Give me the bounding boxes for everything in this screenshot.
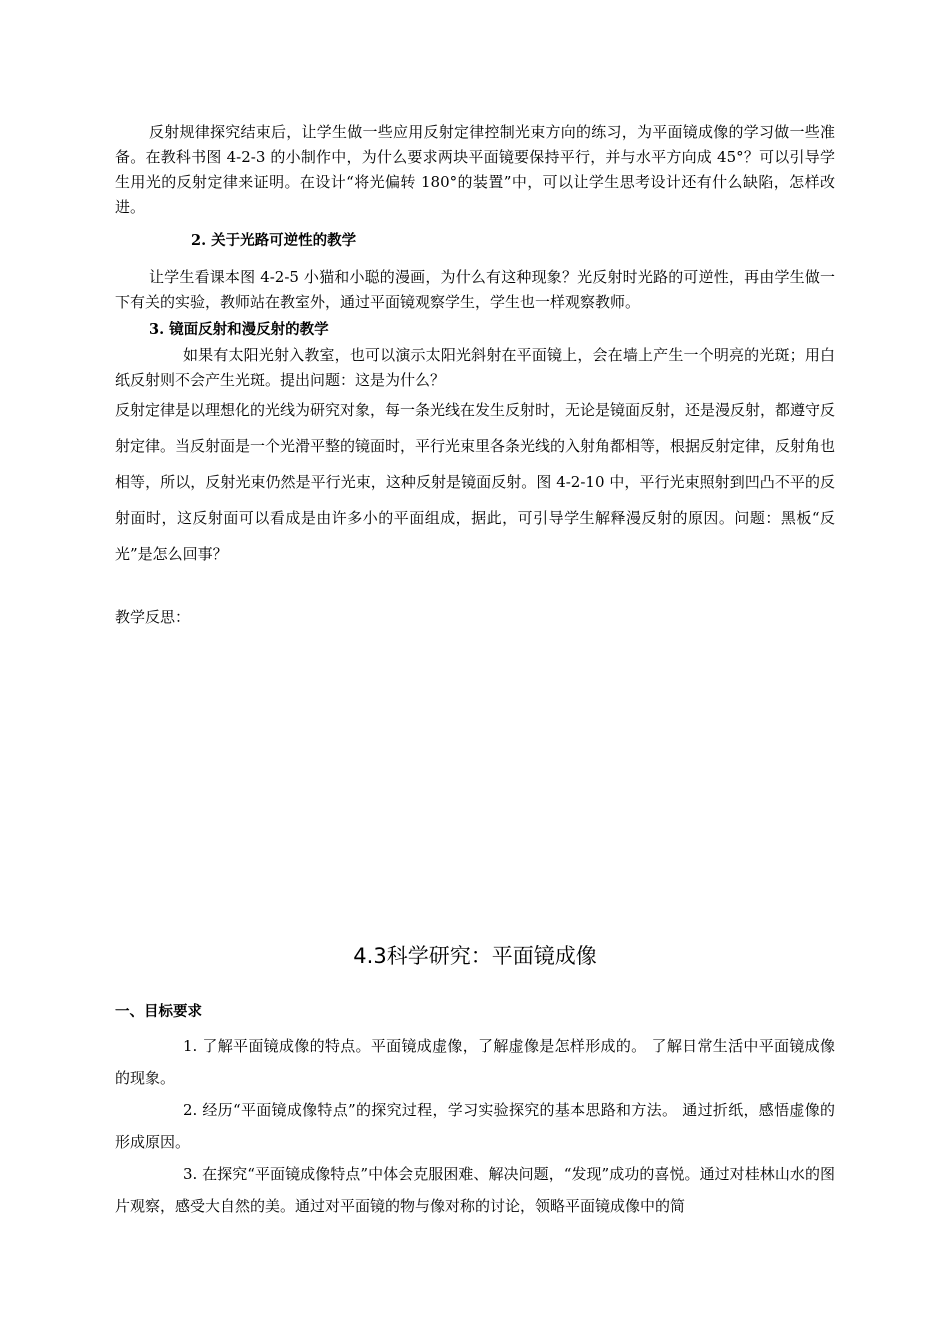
paragraph-reflection-law: 反射定律是以理想化的光线为研究对象，每一条光线在发生反射时，无论是镜面反射，还是漫反射，都遵守反射定律。当反射面是一个光滑平整的镜面时，平行光束里各条光线的入射角都相等，根据反射定律，反射角也相等，所以，反射光束仍然是平行光束，这种反射是镜面反射。图 4-2-10 中，平行光束照射到凹凸不平的反射面时，这反射面可以看成是由许多小的平面组成，据此，可引导学生解释漫反射的原因。问题：黑板“反光”是怎么回事？ [115, 401, 836, 563]
heading-light-path-reversibility: 2. 关于光路可逆性的教学 [191, 232, 357, 249]
paragraph-reversibility: 让学生看课本图 4-2-5 小猫和小聪的漫画，为什么有这种现象？光反射时光路的可逆性，再由学生做一下有关的实验，教师站在教室外，通过平面镜观察学生，学生也一样观察教师。 [115, 268, 835, 311]
paragraph-law-wrap [115, 392, 835, 572]
reflection-label-wrap [115, 605, 835, 630]
paragraph-reflection-practice: 反射规律探究结束后，让学生做一些应用反射定律控制光束方向的练习，为平面镜成像的学习做一些准备。在教科书图 4-2-3 的小制作中，为什么要求两块平面镜要保持平行，并与水平方向成 45°？可以引导学生用光的反射定律来证明。在设计“将光偏转 180°的装置”中，可以让学生思考设计还有什么缺陷，怎样改进。 [115, 123, 835, 216]
paragraph-sunlight-demo: 如果有太阳光射入教室，也可以演示太阳光斜射在平面镜上，会在墙上产生一个明亮的光斑；用白纸反射则不会产生光斑。提出问题：这是为什么？ [115, 346, 835, 389]
heading-specular-diffuse: 3. 镜面反射和漫反射的教学 [149, 321, 329, 338]
paragraph-reversibility-wrap [115, 265, 835, 315]
goal-item-1: 1. 了解平面镜成像的特点。平面镜成虚像，了解虚像是怎样形成的。 了解日常生活中平面镜成像的现象。 [115, 1037, 835, 1087]
goals-heading-wrap [115, 1000, 835, 1024]
heading-goals: 一、目标要求 [115, 1003, 202, 1020]
goal-item-2: 2. 经历“平面镜成像特点”的探究过程，学习实验探究的基本思路和方法。 通过折纸，感悟虚像的形成原因。 [115, 1101, 835, 1151]
goals-list [115, 1030, 835, 1222]
paragraph-sunlight-wrap [115, 343, 835, 393]
section-title: 4.3科学研究：平面镜成像 [353, 944, 597, 968]
heading-reversibility-wrap [191, 229, 791, 253]
teaching-reflection-label: 教学反思： [115, 608, 191, 626]
section-light-reflection [115, 120, 835, 220]
goal-item-3: 3. 在探究“平面镜成像特点”中体会克服困难、解决问题，“发现”成功的喜悦。通过对桂林山水的图片观察，感受大自然的美。通过对平面镜的物与像对称的讨论，领略平面镜成像中的简 [115, 1165, 835, 1215]
heading-specular-wrap [149, 318, 749, 342]
